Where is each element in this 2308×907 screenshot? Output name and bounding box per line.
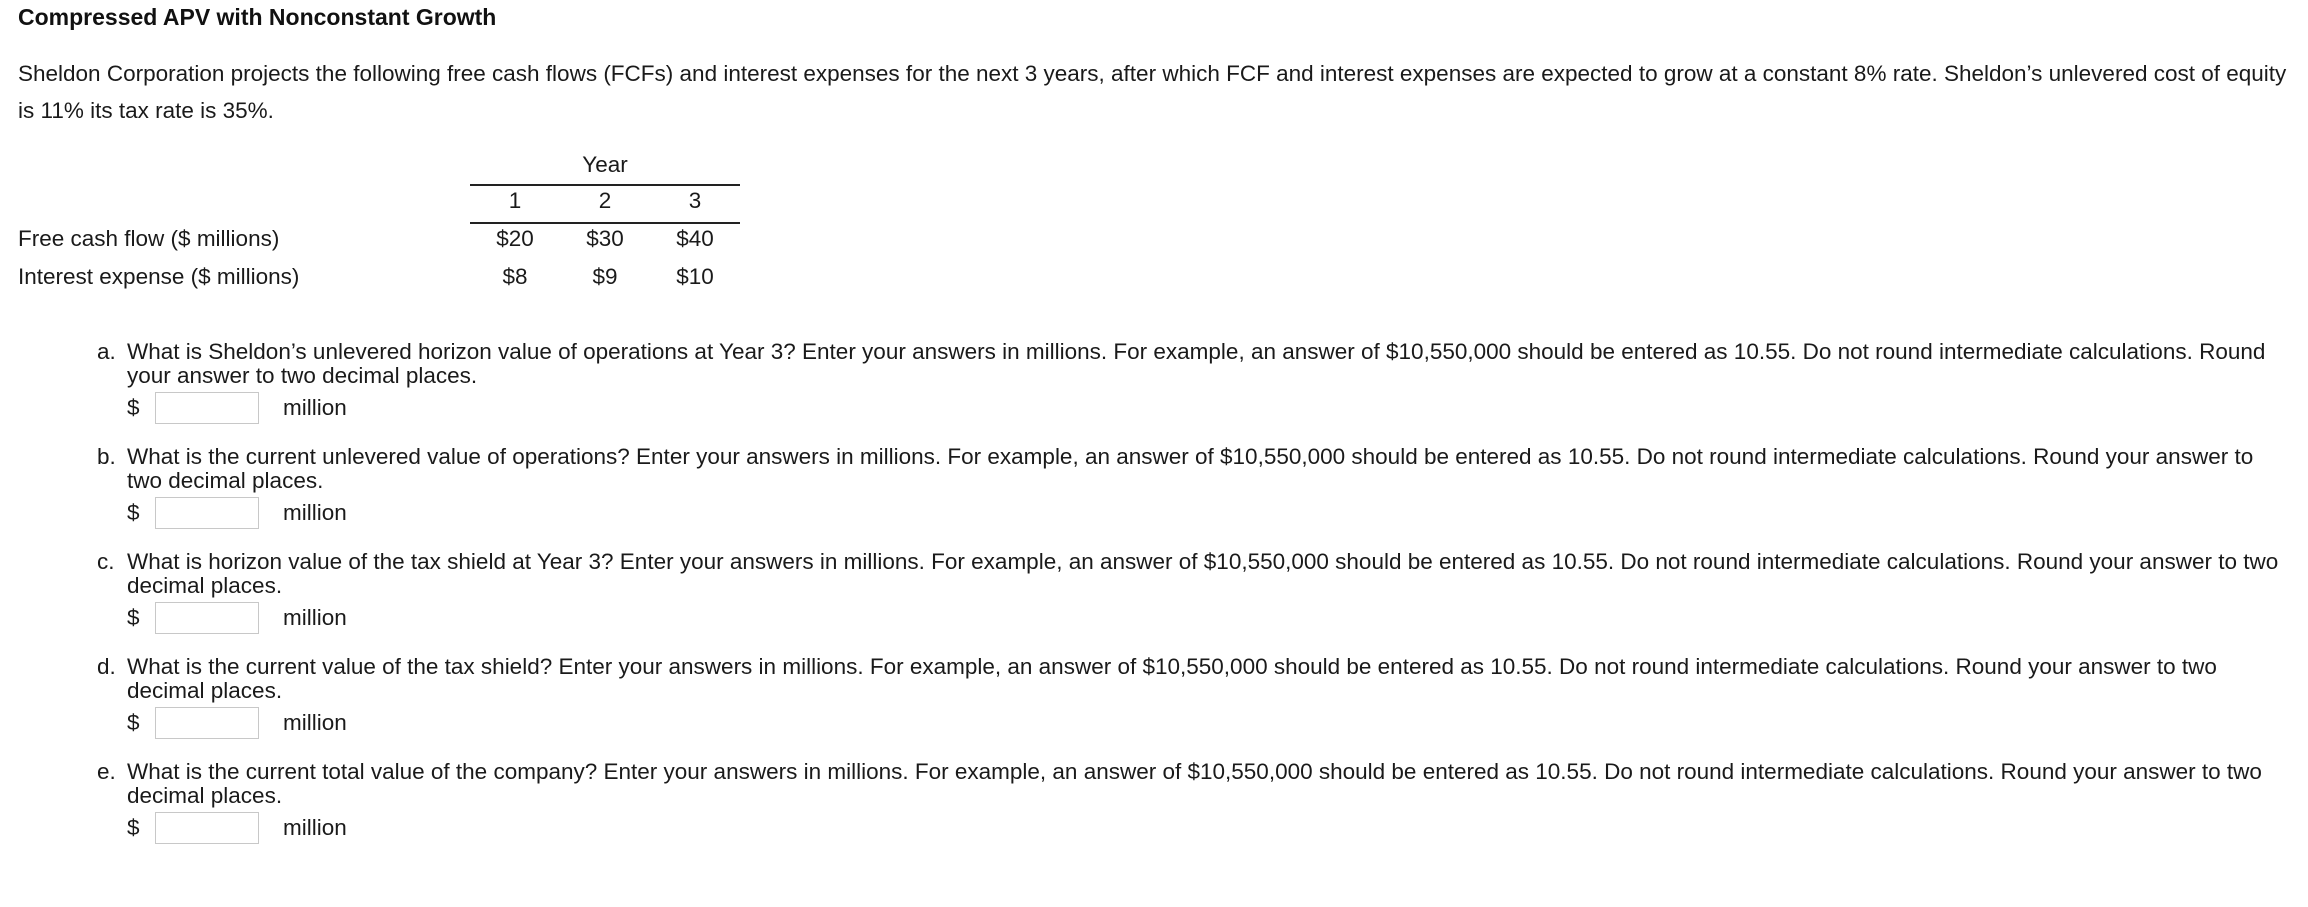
column-header-year-3: 3: [688, 188, 702, 213]
question-text: [97, 655, 2292, 703]
answer-row: [127, 600, 2292, 636]
question-prompt: What is the current total value of the company? Enter your answers in millions. For example, an answer of $10,550,000 should be entered as 10.55. Do not round intermediate calculations. Round your answer to two decimal places.: [127, 759, 2262, 808]
answer-row: [127, 705, 2292, 741]
answer-input-d[interactable]: [155, 707, 259, 739]
unit-label: million: [283, 605, 347, 630]
fcf-year-1: $20: [496, 226, 534, 251]
unit-label: million: [283, 815, 347, 840]
answer-input-c[interactable]: [155, 602, 259, 634]
answer-row: [127, 810, 2292, 846]
answer-input-e[interactable]: [155, 812, 259, 844]
column-header-year-1: 1: [508, 188, 522, 213]
answer-row: [127, 495, 2292, 531]
answer-input-b[interactable]: [155, 497, 259, 529]
question-list: [97, 340, 2292, 865]
question-text: [97, 445, 2292, 493]
answer-input-a[interactable]: [155, 392, 259, 424]
currency-symbol: $: [127, 710, 140, 735]
question-text: [97, 550, 2292, 598]
fcf-year-2: $30: [586, 226, 624, 251]
interest-year-3: $10: [676, 264, 714, 289]
question-prompt: What is the current value of the tax shield? Enter your answers in millions. For example, an answer of $10,550,000 should be entered as 10.55. Do not round intermediate calculations. Round your answer to two decimal places.: [127, 654, 2217, 703]
problem-statement: Sheldon Corporation projects the following free cash flows (FCFs) and interest expenses for the next 3 years, after which FCF and interest expenses are expected to grow at a constant 8% rate. Sheldon’s unlevered cost of equity is 11% its tax rate is 35%.: [18, 61, 2287, 123]
question-text: [97, 760, 2292, 808]
question-prompt: What is horizon value of the tax shield at Year 3? Enter your answers in millions. For example, an answer of $10,550,000 should be entered as 10.55. Do not round intermediate calculations. Round your answer to two decimal places.: [127, 549, 2279, 598]
currency-symbol: $: [127, 815, 140, 840]
question-letter: b.: [97, 444, 116, 469]
unit-label: million: [283, 500, 347, 525]
currency-symbol: $: [127, 395, 140, 420]
answer-row: [127, 390, 2292, 426]
row-label-interest: Interest expense ($ millions): [18, 264, 300, 289]
year-header: Year: [470, 148, 740, 186]
question-prompt: What is Sheldon’s unlevered horizon value of operations at Year 3? Enter your answers in millions. For example, an answer of $10,550,000 should be entered as 10.55. Do not round intermediate calculations. Round your answer to two decimal places.: [127, 339, 2266, 388]
fcf-year-3: $40: [676, 226, 714, 251]
question-letter: d.: [97, 654, 116, 679]
page-title: Compressed APV with Nonconstant Growth: [18, 4, 497, 30]
unit-label: million: [283, 395, 347, 420]
question-letter: a.: [97, 339, 116, 364]
question-letter: e.: [97, 759, 116, 784]
currency-symbol: $: [127, 500, 140, 525]
unit-label: million: [283, 710, 347, 735]
question-c: [97, 550, 2292, 636]
header-divider: [470, 222, 740, 224]
question-e: [97, 760, 2292, 846]
question-letter: c.: [97, 549, 115, 574]
currency-symbol: $: [127, 605, 140, 630]
question-b: [97, 445, 2292, 531]
question-a: [97, 340, 2292, 426]
question-prompt: What is the current unlevered value of operations? Enter your answers in millions. For example, an answer of $10,550,000 should be entered as 10.55. Do not round intermediate calculations. Round your answer to two decimal places.: [127, 444, 2254, 493]
question-d: [97, 655, 2292, 741]
question-text: [97, 340, 2292, 388]
row-label-fcf: Free cash flow ($ millions): [18, 226, 280, 251]
interest-year-2: $9: [592, 264, 618, 289]
interest-year-1: $8: [502, 264, 528, 289]
column-header-year-2: 2: [598, 188, 612, 213]
